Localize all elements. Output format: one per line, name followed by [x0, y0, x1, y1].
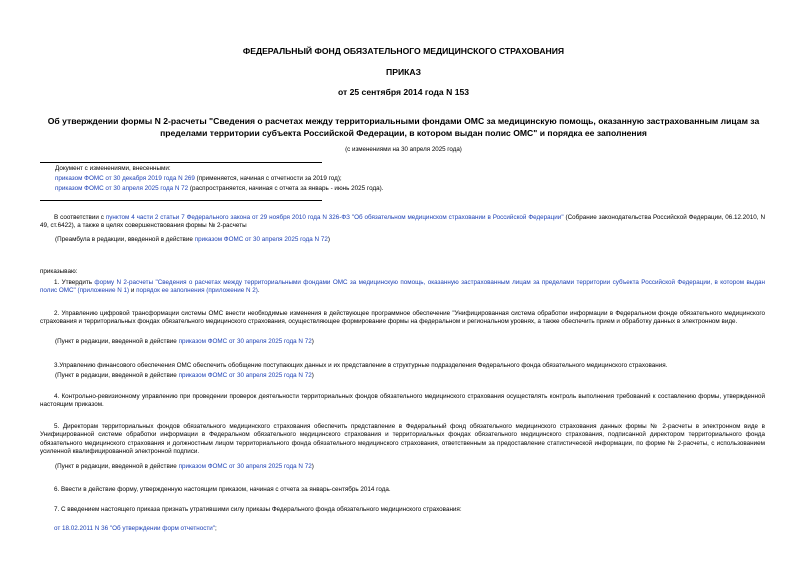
changes-item-2: приказом ФОМС от 30 апреля 2025 года N 72 (распространяется, начиная с отчета за январь - июнь 2025 года).: [55, 185, 384, 192]
order-item-2: 2. Управлению цифровой трансформации системы ОМС внести необходимые изменения в действующее программное обеспечение "Унифицированная система обработки информации в Федеральном фонде обязательного медицинского страхования и территориальных фондах обязательного медицинского страхования, осуществляющее формирование формы на федеральном и региональном уровнях, а также обеспечить прием и обработку данных в электронном виде.: [40, 310, 765, 326]
link-order-2011-36[interactable]: от 18.02.2011 N 36 "Об утверждении форм отчетности": [54, 525, 216, 532]
preamble-paragraph: В соответствии с пунктом 4 части 2 статьи 7 Федерального закона от 29 ноября 2010 года N 326-ФЗ "Об обязательном медицинском страховании в Российской Федерации" (Собрание законодательства Российской Федерации, 06.12.2010, N 49, ст.6422), а также в целях совершенствования формы № 2-расчеты: [40, 214, 765, 230]
order-item-6: 6. Ввести в действие форму, утвержденную настоящим приказом, начиная с отчета за январь-сентябрь 2014 года.: [54, 486, 391, 493]
order-item-5: 5. Директорам территориальных фондов обязательного медицинского страхования обеспечить представление в Федеральный фонд обязательного медицинского страхования данных формы № 2-расчеты в электронном виде в Унифицированной системе обработки информации в Федеральном обязательного медицинского страхования и территориальных фондах обязательного медицинского страхования, подписанной директором территориального фонда обязательного медицинского страхования и должностным лицом территориального фонда обязательного медицинского страхования, ответственным за предоставление статистической информации, по форме № 2-расчеты, с использованием усиленной квалифицированной электронной подписи.: [40, 423, 765, 456]
order-word: приказываю:: [40, 268, 78, 275]
order-item-3: 3.Управлению финансового обеспечения ОМС обеспечить обобщение поступающих данных и их представление в структурные подразделения Федерального фонда обязательного медицинского страхования.: [54, 362, 668, 369]
order-item-7-list-entry: от 18.02.2011 N 36 "Об утверждении форм отчетности";: [54, 525, 217, 532]
link-order-2025-72-item3[interactable]: приказом ФОМС от 30 апреля 2025 года N 72: [178, 372, 312, 379]
link-fill-procedure[interactable]: порядок ее заполнения (приложение N 2): [136, 287, 258, 295]
link-order-2025-72-item2[interactable]: приказом ФОМС от 30 апреля 2025 года N 72: [178, 338, 312, 345]
item-5-edit-note: (Пункт в редакции, введенной в действие приказом ФОМС от 30 апреля 2025 года N 72): [55, 463, 314, 470]
revision-note: (с изменениями на 30 апреля 2025 года): [345, 146, 462, 153]
document-date-number: от 25 сентября 2014 года N 153: [337, 87, 470, 97]
divider-top: [40, 162, 322, 163]
link-form-2-raschety[interactable]: форму N 2-расчеты "Сведения о расчетах между территориальными фондами ОМС за медицинскую помощь, оказанную застрахованным лицам за пределами территории субъекта Российской Федерации, в котором выдан полис ОМС" (приложение N 1): [40, 279, 765, 295]
order-item-7: 7. С введением настоящего приказа признать утратившими силу приказы Федерального фонда обязательного медицинского страхования:: [54, 506, 462, 513]
link-order-2019-269[interactable]: приказом ФОМС от 30 декабря 2019 года N 269: [55, 175, 195, 182]
item-2-edit-note: (Пункт в редакции, введенной в действие приказом ФОМС от 30 апреля 2025 года N 72): [55, 338, 314, 345]
link-order-2025-72-item5[interactable]: приказом ФОМС от 30 апреля 2025 года N 72: [178, 463, 312, 470]
changes-intro: Документ с изменениями, внесенными:: [55, 165, 171, 172]
title-line-1: Об утверждении формы N 2-расчеты "Сведения о расчетах между территориальными фондами ОМС за медицинскую помощь, оказанную застрахованным лицам за: [47, 116, 760, 126]
link-order-2025-72[interactable]: приказом ФОМС от 30 апреля 2025 года N 72: [55, 185, 189, 192]
link-federal-law-326[interactable]: пунктом 4 части 2 статьи 7 Федерального закона от 29 ноября 2010 года N 326-ФЗ "Об обязательном медицинском страховании в Российской Федерации": [105, 214, 564, 221]
divider-bottom: [40, 200, 322, 201]
order-item-1: 1. Утвердить форму N 2-расчеты "Сведения о расчетах между территориальными фондами ОМС за медицинскую помощь, оказанную застрахованным лицам за пределами территории субъекта Российской Федерации, в котором выдан полис ОМС" (приложение N 1) и порядок ее заполнения (приложение N 2).: [40, 279, 765, 295]
title-line-2: пределами территории субъекта Российской Федерации, в котором выдан полис ОМС" и порядка ее заполнения: [160, 128, 647, 138]
issuer-name: ФЕДЕРАЛЬНЫЙ ФОНД ОБЯЗАТЕЛЬНОГО МЕДИЦИНСКОГО СТРАХОВАНИЯ: [242, 46, 565, 56]
order-item-4: 4. Контрольно-ревизионному управлению при проведении проверок деятельности территориальных фондов обязательного медицинского страхования осуществлять контроль выполнения требований к составлению формы, утвержденной настоящим приказом.: [40, 393, 765, 409]
changes-item-1: приказом ФОМС от 30 декабря 2019 года N 269 (применяется, начиная с отчетности за 2019 год);: [55, 175, 342, 182]
document-title: [30, 115, 777, 139]
preamble-edit-note: (Преамбула в редакции, введенной в действие приказом ФОМС от 30 апреля 2025 года N 72): [55, 236, 330, 243]
document-type: ПРИКАЗ: [386, 67, 421, 77]
item-3-edit-note: (Пункт в редакции, введенной в действие приказом ФОМС от 30 апреля 2025 года N 72): [55, 372, 314, 379]
link-order-2025-72-preamble[interactable]: приказом ФОМС от 30 апреля 2025 года N 72: [194, 236, 328, 243]
